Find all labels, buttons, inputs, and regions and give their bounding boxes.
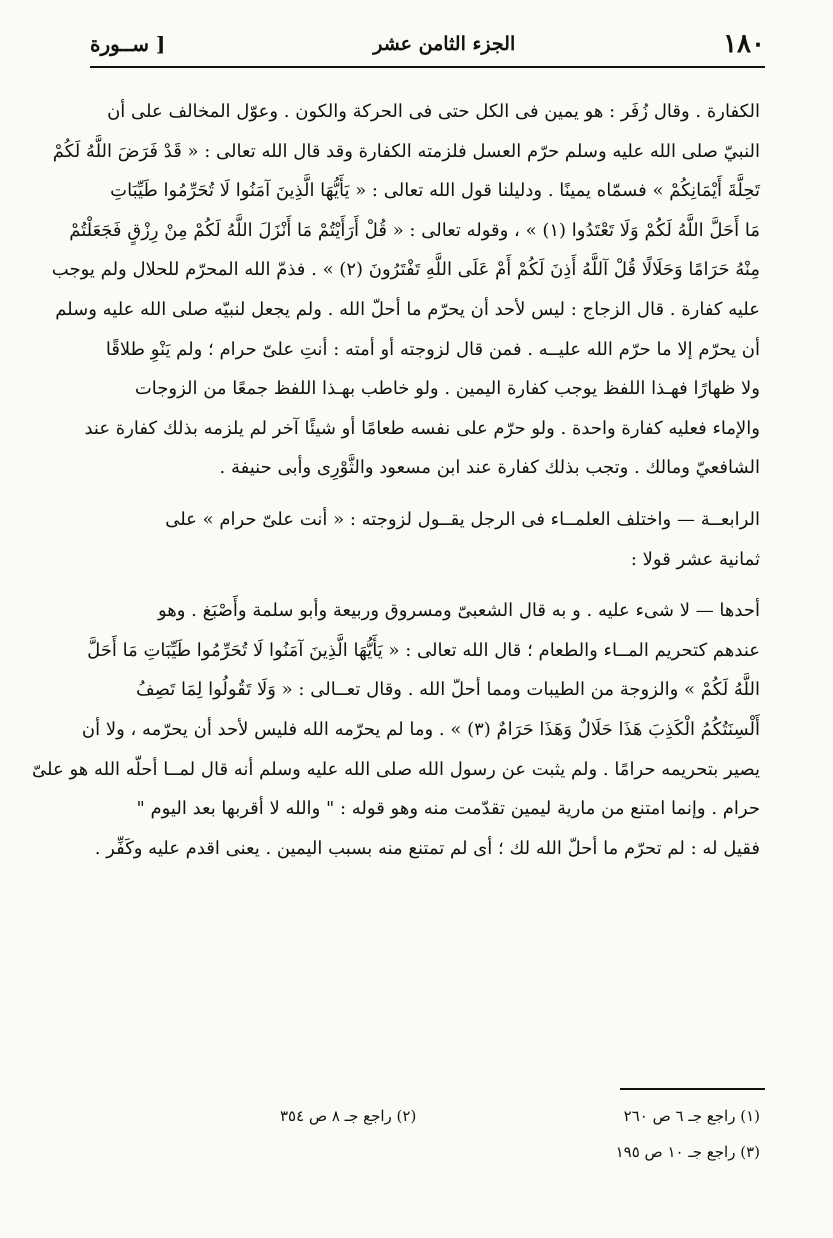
text-line: ثمانية عشر قولا :: [630, 548, 760, 570]
text-line: حرام . وإنما امتنع من مارية ليمين تقدّمت منه وهو قوله : " والله لا أقربها بعد اليوم ": [136, 798, 760, 820]
text-line: عليه كفارة . قال الزجاج : ليس لأحد أن يحرّم ما أحلّ الله . ولم يجعل لنبيّه صلى الله عليه وسلم: [55, 298, 760, 320]
footnote-2: (٢) راجع جـ ٨ ص ٣٥٤: [280, 1107, 417, 1125]
text-line: والإماء فعليه كفارة واحدة . ولو حرّم على نفسه طعامًا أو شيئًا آخر لم يلزمه بذلك كفارة عند: [84, 417, 760, 439]
paragraph-3: [32, 591, 760, 868]
page-header: [90, 22, 765, 66]
page-number: ١٨٠: [723, 29, 765, 59]
text-line: أحدها — لا شىء عليه . و به قال الشعبىّ ومسروق وربيعة وأبو سلمة وأَصْبَغ . وهو: [157, 600, 760, 622]
surah-name: [ ســورة: [90, 32, 166, 56]
footnote-1: (١) راجع جـ ٦ ص ٢٦٠: [623, 1107, 760, 1125]
paragraph-1: [51, 92, 760, 488]
paragraph-2: [100, 500, 760, 579]
footnote-row: [280, 1098, 760, 1134]
body-text: [32, 92, 760, 868]
text-line: مَا أَحَلَّ اللَّهُ لَكُمْ وَلَا تَعْتَدُوا (١) » ، وقوله تعالى : « قُلْ أَرَأَيْتُمْ مَا أَنْزَلَ اللَّهُ لَكُمْ مِنْ رِزْقٍ فَجَعَلْتُمْ: [69, 219, 760, 241]
text-line: عندهم كتحريم المــاء والطعام ؛ قال الله تعالى : « يَأَيُّهَا الَّذِينَ آمَنُوا لَا تُحَرِّمُوا طَيِّبَاتِ مَا أَحَلَّ: [87, 639, 760, 661]
text-line: فقيل له : لم تحرّم ما أحلّ الله لك ؛ أى لم تمتنع منه بسبب اليمين . يعنى اقدم عليه وكَفِّر .: [94, 837, 760, 859]
text-line: الشافعيّ ومالك . وتجب بذلك كفارة عند ابن مسعود والثَّوْرِى وأبى حنيفة .: [219, 457, 760, 479]
footnotes: [280, 1098, 760, 1170]
text-line: ولا ظهارًا فهـذا اللفظ يوجب كفارة اليمين . ولو خاطب بهـذا اللفظ جمعًا من الزوجات: [134, 378, 760, 400]
text-line: أَلْسِنَتُكُمُ الْكَذِبَ هَذَا حَلَالٌ وَهَذَا حَرَامٌ (٣) » . وما لم يحرّمه الله فليس لأحد أن يحرّمه ، ولا أن: [81, 718, 760, 740]
footnote-3: (٣) راجع جـ ١٠ ص ١٩٥: [615, 1143, 760, 1161]
paragraph-gap: [100, 579, 760, 591]
text-line: الرابعــة — واختلف العلمــاء فى الرجل يقــول لزوجته : « أنت علىّ حرام » على: [165, 508, 760, 530]
text-line: النبيّ صلى الله عليه وسلم حرّم العسل فلزمته الكفارة وقد قال الله تعالى : « قَدْ فَرَضَ اللَّهُ لَكُمْ: [52, 140, 760, 162]
text-line: تَحِلَّةَ أَيْمَانِكُمْ » فسمّاه يمينًا . ودليلنا قول الله تعالى : « يَأَيُّهَا الَّذِينَ آمَنُوا لَا تُحَرِّمُوا طَيِّبَاتِ: [110, 180, 760, 202]
header-divider: [90, 66, 765, 68]
footnote-divider: [620, 1088, 765, 1090]
footnote-row: [280, 1134, 760, 1170]
text-line: يصير بتحريمه حرامًا . ولم يثبت عن رسول الله صلى الله عليه وسلم أنه قال لمــا أحلّه الله هو علىّ: [32, 758, 760, 780]
text-line: مِنْهُ حَرَامًا وَحَلَالًا قُلْ آللَّهُ أَذِنَ لَكُمْ أَمْ عَلَى اللَّهِ تَفْتَرُونَ (٢) » . فذمّ الله المحرّم للحلال ولم يوجب: [51, 259, 760, 281]
text-line: أن يحرّم إلا ما حرّم الله عليــه . فمن قال لزوجته أو أمته : أنتِ علىّ حرام ؛ ولم يَنْوِ طلاقًا: [105, 338, 760, 360]
text-line: الكفارة . وقال زُفَر : هو يمين فى الكل حتى فى الحركة والكون . وعوّل المخالف على أن: [107, 101, 760, 122]
running-title: الجزء الثامن عشر: [373, 33, 516, 55]
text-line: اللَّهُ لَكُمْ » والزوجة من الطيبات ومما أحلّ الله . وقال تعــالى : « وَلَا تَقُولُوا لِمَا تَصِفُ: [136, 679, 760, 701]
paragraph-gap: [100, 488, 760, 500]
